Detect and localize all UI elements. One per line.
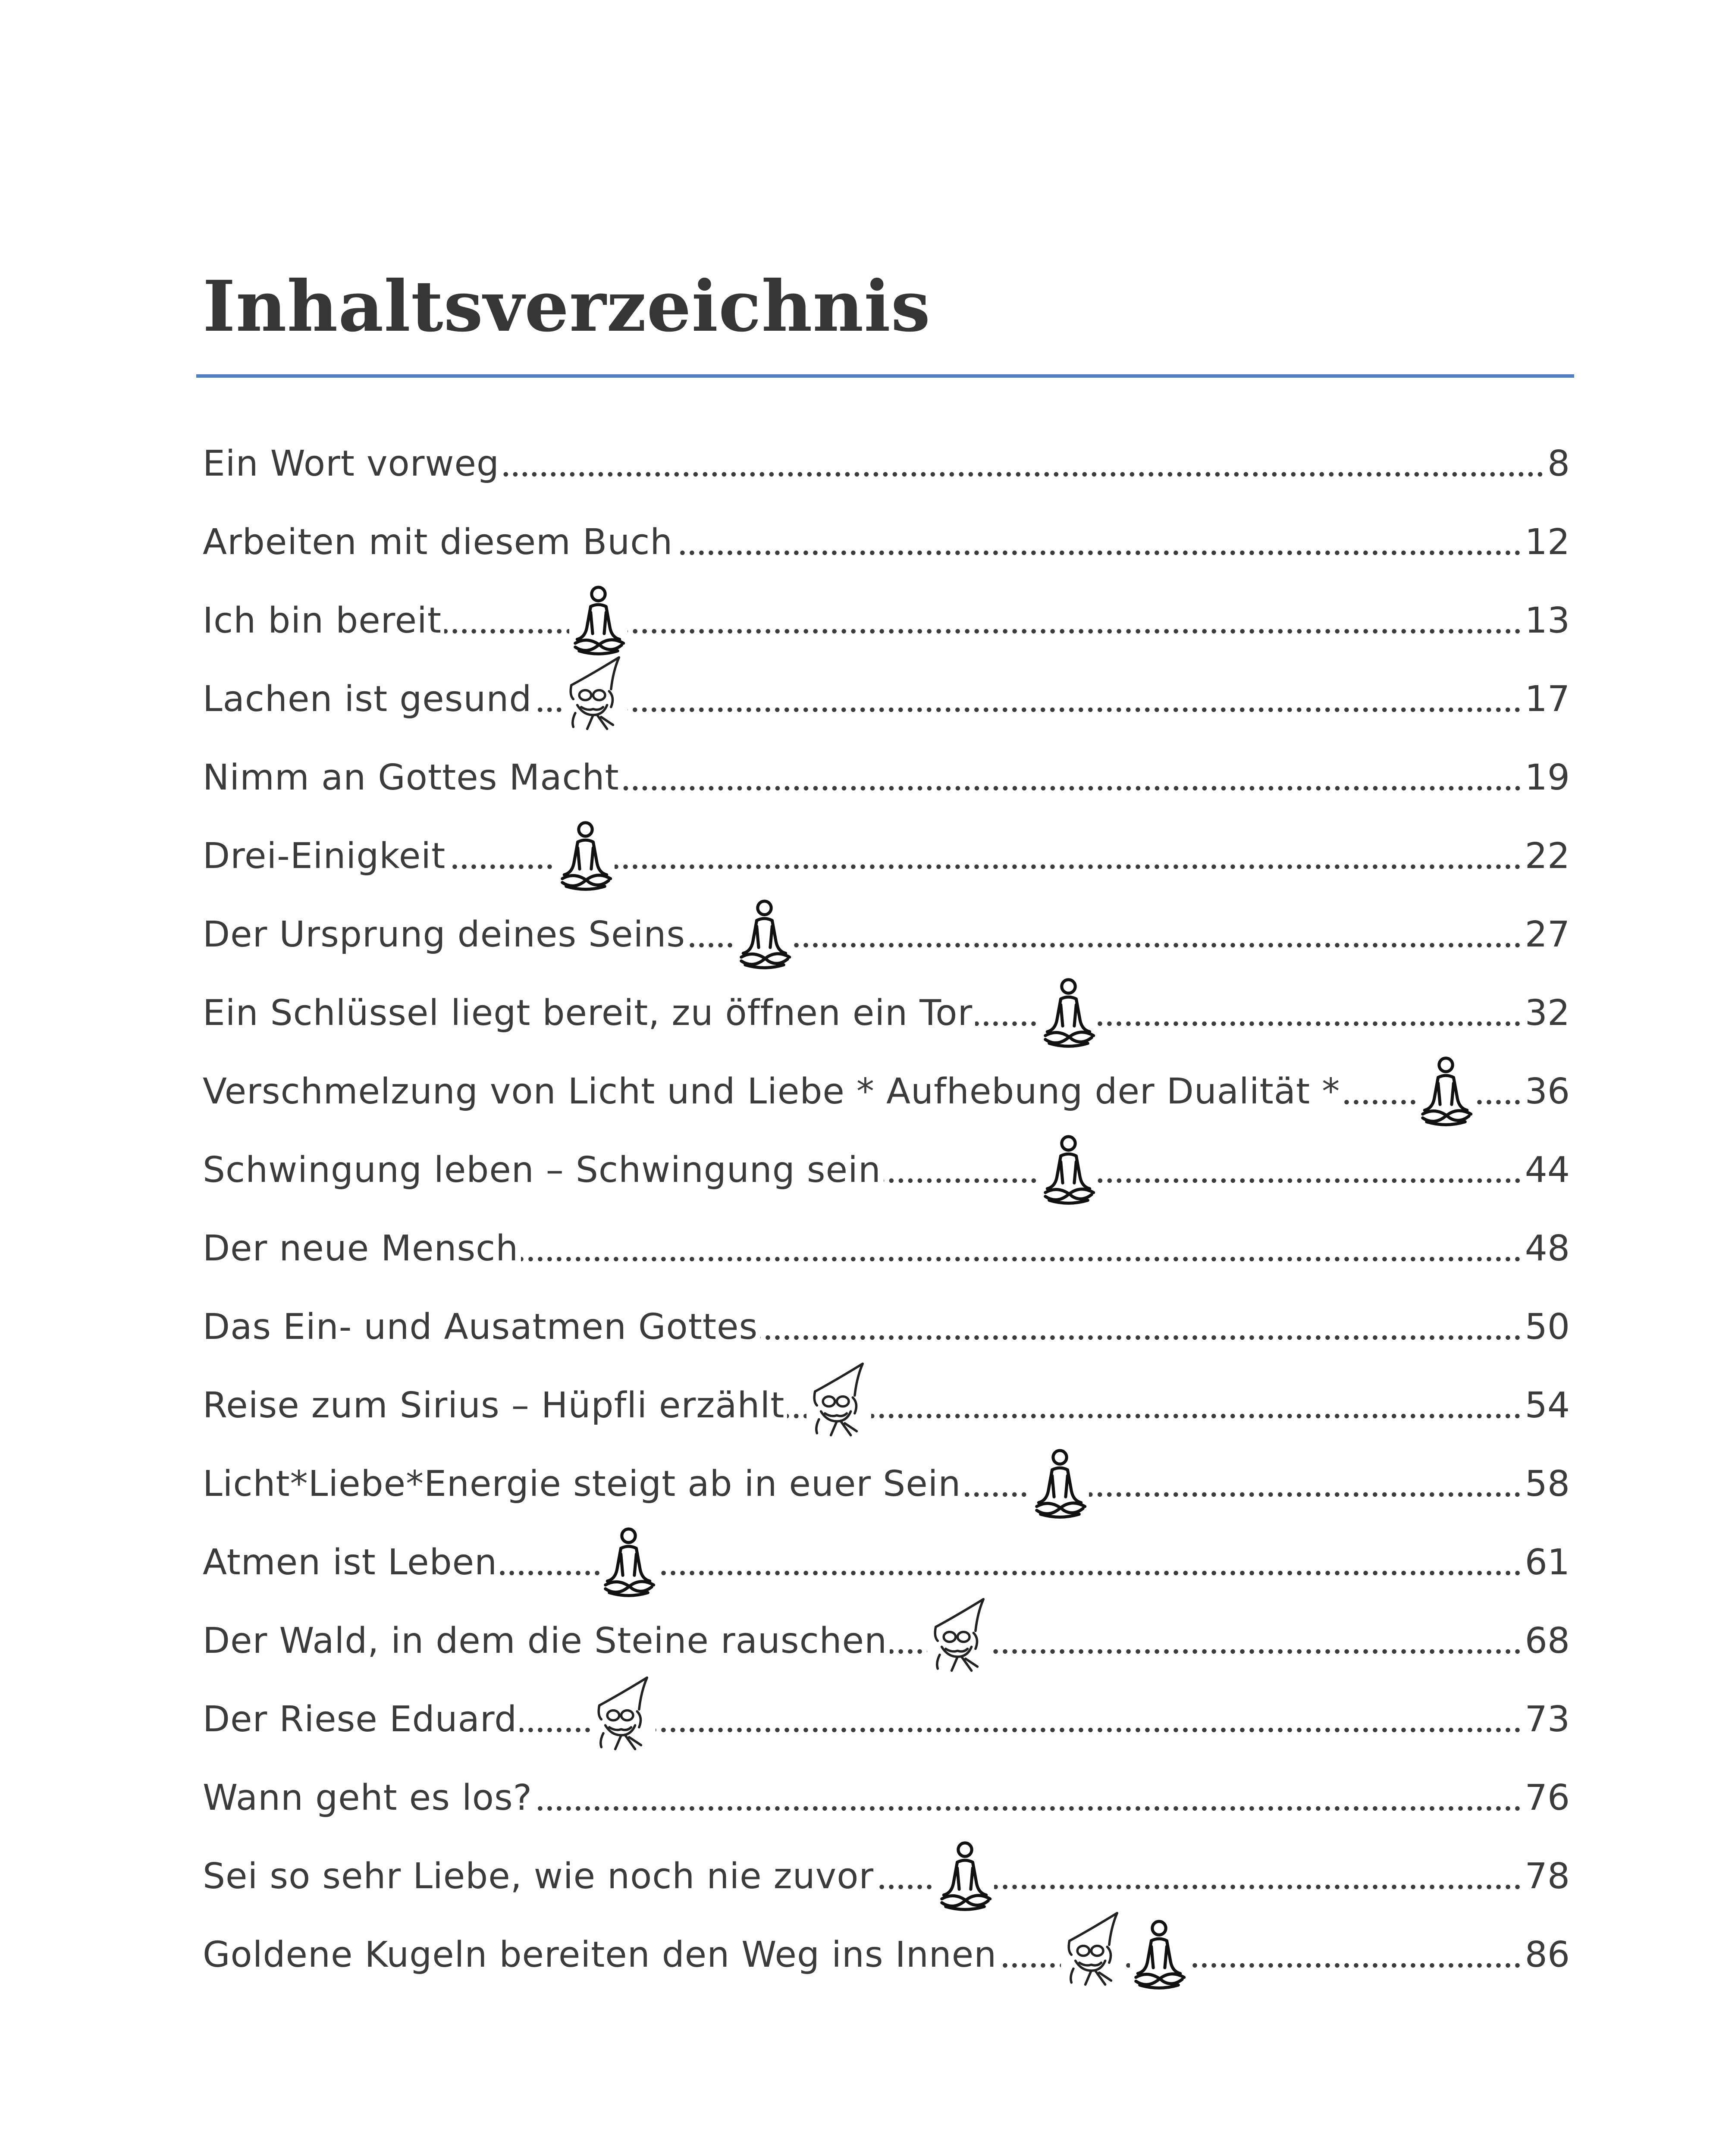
toc-page-number: 17 (1522, 682, 1570, 717)
gnome-icon (927, 1595, 992, 1673)
toc-entry-title: Das Ein- und Ausatmen Gottes (203, 1310, 760, 1345)
table-of-contents (203, 425, 1570, 1994)
toc-entry[interactable] (203, 1837, 1570, 1916)
toc-entry-title: Der Riese Eduard (203, 1702, 520, 1737)
toc-entry[interactable] (203, 582, 1570, 660)
toc-entry-title: Arbeiten mit diesem Buch (203, 525, 675, 560)
dot-leader (760, 1310, 1522, 1345)
toc-entry[interactable] (203, 1759, 1570, 1837)
toc-entry[interactable] (203, 1288, 1570, 1366)
toc-entry-title: Licht*Liebe*Energie steigt ab in euer Sein (203, 1467, 963, 1502)
toc-page-number: 8 (1545, 446, 1570, 482)
title-underline (196, 374, 1574, 378)
page-title: Inhaltsverzeichnis (203, 266, 931, 348)
toc-entry-title: Der neue Mensch (203, 1231, 521, 1266)
toc-page-number: 44 (1522, 1153, 1570, 1188)
toc-entry[interactable] (203, 1916, 1570, 1994)
gnome-icon (806, 1360, 871, 1437)
toc-entry-title: Der Wald, in dem die Steine rauschen (203, 1623, 890, 1659)
dot-leader (521, 1231, 1522, 1266)
toc-page-number: 32 (1522, 996, 1570, 1031)
gnome-icon (591, 1673, 656, 1751)
toc-page-number: 22 (1522, 839, 1570, 874)
toc-entry-title: Atmen ist Leben (203, 1545, 500, 1580)
dot-leader (535, 1780, 1522, 1816)
toc-entry[interactable] (203, 1602, 1570, 1680)
toc-entry[interactable] (203, 896, 1570, 974)
toc-entry-title: Verschmelzung von Licht und Liebe * Aufhebung der Dualität * (203, 1074, 1343, 1109)
toc-entry[interactable] (203, 817, 1570, 896)
toc-page-number: 86 (1522, 1937, 1570, 1973)
toc-page-number: 13 (1522, 603, 1570, 639)
toc-page-number: 58 (1522, 1467, 1570, 1502)
toc-entry[interactable] (203, 1053, 1570, 1131)
toc-page-number: 50 (1522, 1310, 1570, 1345)
gnome-icon (563, 653, 628, 731)
toc-page-number: 78 (1522, 1859, 1570, 1894)
meditating-figure-icon (936, 1835, 994, 1912)
dot-leader (675, 525, 1522, 560)
dot-leader (787, 1388, 1522, 1423)
toc-entry[interactable] (203, 660, 1570, 739)
meditating-figure-icon (599, 1521, 658, 1598)
toc-entry[interactable] (203, 503, 1570, 582)
toc-entry-title: Goldene Kugeln bereiten den Weg ins Innen (203, 1937, 999, 1973)
toc-entry-title: Sei so sehr Liebe, wie noch nie zuvor (203, 1859, 876, 1894)
toc-entry[interactable] (203, 1445, 1570, 1523)
toc-entry-title: Der Ursprung deines Seins (203, 917, 688, 953)
dot-leader (502, 446, 1545, 482)
dot-leader (622, 760, 1522, 796)
toc-page-number: 76 (1522, 1780, 1570, 1816)
toc-entry[interactable] (203, 1366, 1570, 1445)
meditating-figure-icon (1130, 1913, 1188, 1991)
toc-entry[interactable] (203, 1523, 1570, 1602)
toc-entry-title: Schwingung leben – Schwingung sein (203, 1153, 884, 1188)
toc-entry-title: Ich bin bereit (203, 603, 444, 639)
dot-leader (884, 1153, 1522, 1188)
toc-page-number: 27 (1522, 917, 1570, 953)
toc-page-number: 54 (1522, 1388, 1570, 1423)
toc-page-number: 36 (1522, 1074, 1570, 1109)
toc-entry-title: Nimm an Gottes Macht (203, 760, 622, 796)
toc-entry-title: Ein Wort vorweg (203, 446, 502, 482)
toc-entry-title: Wann geht es los? (203, 1780, 535, 1816)
toc-entry-title: Reise zum Sirius – Hüpfli erzählt (203, 1388, 787, 1423)
toc-entry[interactable] (203, 1680, 1570, 1759)
toc-entry[interactable] (203, 739, 1570, 817)
toc-page-number: 48 (1522, 1231, 1570, 1266)
toc-entry-title: Drei-Einigkeit (203, 839, 448, 874)
toc-page-number: 73 (1522, 1702, 1570, 1737)
toc-entry-title: Lachen ist gesund (203, 682, 534, 717)
toc-entry[interactable] (203, 425, 1570, 503)
meditating-figure-icon (1039, 1128, 1098, 1206)
toc-page-number: 68 (1522, 1623, 1570, 1659)
toc-entry[interactable] (203, 1210, 1570, 1288)
dot-leader (520, 1702, 1522, 1737)
meditating-figure-icon (556, 815, 615, 892)
meditating-figure-icon (1031, 1442, 1089, 1520)
toc-entry-title: Ein Schlüssel liegt bereit, zu öffnen ein Tor (203, 996, 975, 1031)
toc-page-number: 61 (1522, 1545, 1570, 1580)
gnome-icon (1061, 1909, 1126, 1987)
dot-leader (688, 917, 1522, 953)
meditating-figure-icon (735, 893, 794, 971)
toc-page-number: 19 (1522, 760, 1570, 796)
toc-page-number: 12 (1522, 525, 1570, 560)
dot-leader (534, 682, 1522, 717)
meditating-figure-icon (1417, 1050, 1475, 1128)
toc-entry[interactable] (203, 974, 1570, 1053)
toc-entry[interactable] (203, 1131, 1570, 1210)
meditating-figure-icon (569, 579, 628, 657)
meditating-figure-icon (1039, 971, 1098, 1049)
